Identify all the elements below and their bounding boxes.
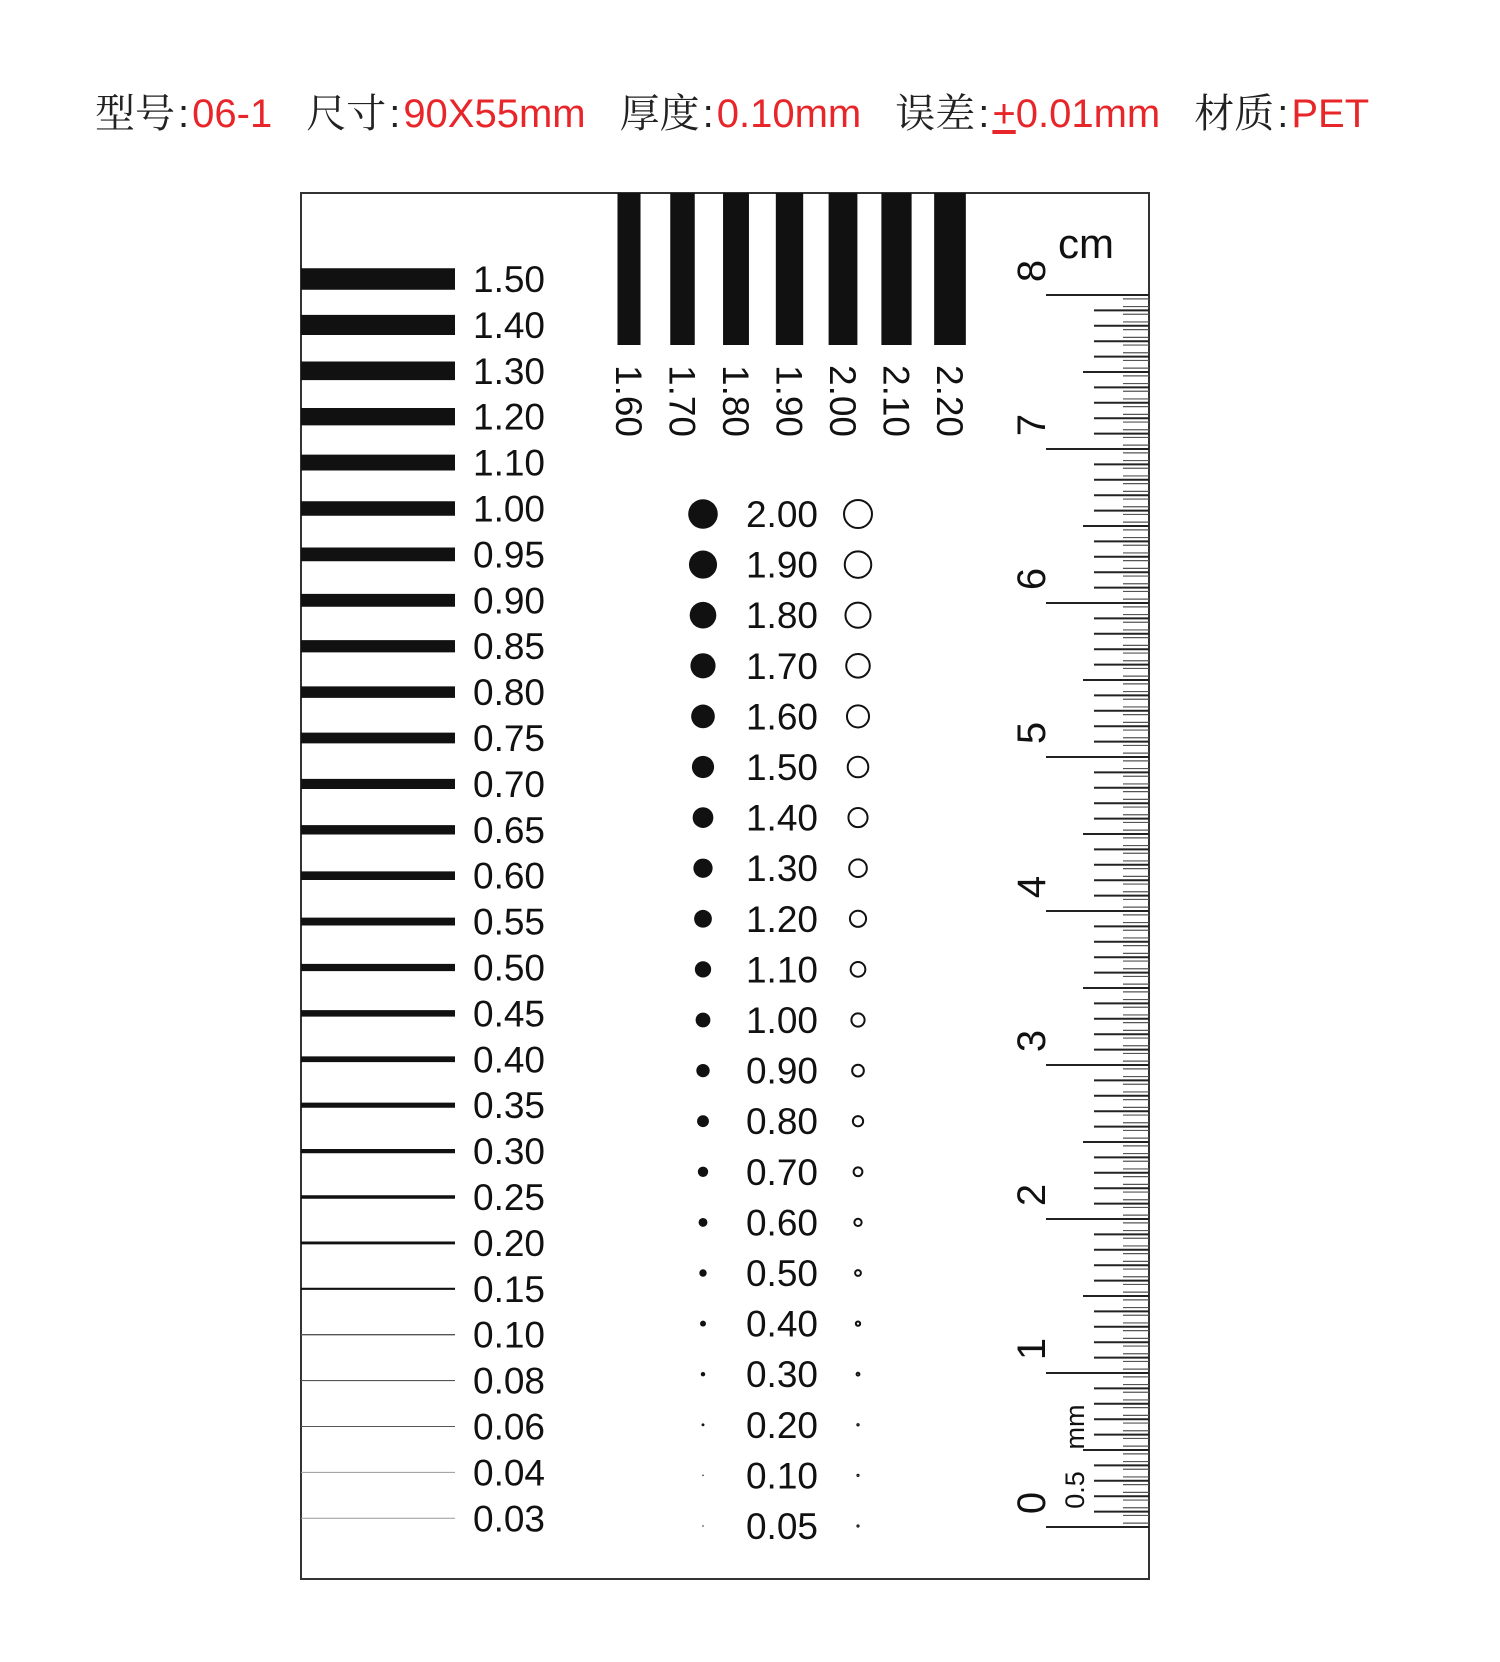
filled-dot bbox=[690, 653, 715, 678]
line-width-label: 0.90 bbox=[473, 580, 546, 622]
vertical-bar bbox=[934, 193, 966, 345]
spec-value: PET bbox=[1291, 92, 1370, 136]
filled-dot bbox=[696, 1064, 709, 1077]
line-width-label: 1.00 bbox=[473, 488, 546, 530]
spec-colon: : bbox=[1277, 92, 1289, 136]
vertical-bar bbox=[776, 193, 803, 345]
spec-label: 尺寸 bbox=[306, 91, 387, 137]
vertical-bar bbox=[881, 193, 911, 345]
dot-label: 1.90 bbox=[745, 544, 819, 586]
line-width-label: 0.30 bbox=[473, 1131, 546, 1173]
filled-dot bbox=[693, 859, 712, 878]
filled-dot bbox=[699, 1269, 706, 1276]
filled-dot bbox=[701, 1372, 705, 1376]
dot-label: 1.80 bbox=[745, 595, 819, 637]
vertical-bar-label: 1.70 bbox=[661, 364, 703, 438]
line-width-label: 1.40 bbox=[473, 304, 546, 346]
vertical-bar-label: 1.60 bbox=[608, 364, 649, 438]
filled-dot bbox=[697, 1115, 709, 1127]
dot-label: 1.10 bbox=[745, 949, 819, 991]
vertical-bar-label: 2.10 bbox=[875, 364, 917, 438]
filled-dot bbox=[688, 499, 718, 529]
dot-label: 0.90 bbox=[745, 1050, 819, 1092]
line-width-label: 0.40 bbox=[473, 1039, 546, 1081]
line-width-label: 0.08 bbox=[473, 1360, 546, 1402]
filled-dot bbox=[694, 910, 712, 928]
line-width-label: 0.75 bbox=[473, 718, 546, 759]
spec-label: 材质 bbox=[1194, 91, 1275, 137]
line-width-label: 0.95 bbox=[473, 534, 546, 576]
filled-dot bbox=[693, 807, 714, 828]
filled-dot bbox=[689, 551, 717, 579]
filled-dot bbox=[695, 961, 711, 977]
ruler-unit-label: cm bbox=[1058, 220, 1114, 267]
spec-colon: : bbox=[978, 92, 990, 136]
dot-label: 0.60 bbox=[745, 1202, 819, 1244]
dot-label: 1.20 bbox=[745, 898, 819, 940]
line-width-label: 0.85 bbox=[473, 626, 546, 668]
line-width-label: 0.80 bbox=[473, 672, 546, 714]
ruler-cm-label: 4 bbox=[1010, 875, 1054, 899]
ruler-subunit-label: mm bbox=[1060, 1404, 1090, 1450]
dot-label: 0.10 bbox=[745, 1455, 819, 1497]
dot-label: 0.05 bbox=[745, 1506, 819, 1547]
vertical-bar-label: 1.90 bbox=[768, 364, 810, 438]
line-width-label: 1.20 bbox=[473, 396, 546, 438]
line-width-label: 0.55 bbox=[473, 901, 546, 943]
dot-label: 1.40 bbox=[745, 797, 819, 839]
ruler-cm-label: 8 bbox=[1010, 259, 1054, 283]
line-width-label: 0.06 bbox=[473, 1406, 546, 1448]
dot-label: 0.30 bbox=[745, 1354, 819, 1396]
ruler-cm-label: 0 bbox=[1010, 1491, 1054, 1515]
line-width-label: 0.20 bbox=[473, 1222, 546, 1264]
dot-label: 1.70 bbox=[745, 645, 819, 687]
vertical-bar bbox=[617, 193, 640, 345]
filled-dot bbox=[700, 1321, 706, 1327]
filled-dot bbox=[702, 1423, 705, 1426]
spec-colon: : bbox=[389, 92, 401, 136]
line-width-label: 0.15 bbox=[473, 1268, 546, 1310]
spec-label: 厚度 bbox=[619, 91, 700, 137]
spec-value: 90X55mm bbox=[403, 92, 586, 136]
line-width-label: 0.35 bbox=[473, 1085, 546, 1127]
spec-label: 型号 bbox=[95, 91, 175, 137]
dot-label: 1.50 bbox=[745, 747, 819, 788]
line-width-label: 0.60 bbox=[473, 855, 546, 897]
spec-value: 0.10mm bbox=[716, 92, 862, 136]
vertical-bar-label: 2.20 bbox=[929, 364, 970, 438]
hollow-dot bbox=[857, 1475, 858, 1476]
line-width-label: 1.30 bbox=[473, 350, 546, 392]
spec-colon: : bbox=[702, 92, 714, 136]
ruler-cm-label: 5 bbox=[1010, 721, 1054, 745]
dot-label: 0.70 bbox=[745, 1151, 819, 1193]
dot-label: 1.30 bbox=[745, 848, 819, 890]
line-width-label: 0.25 bbox=[473, 1177, 546, 1218]
ruler-cm-label: 1 bbox=[1010, 1337, 1054, 1361]
hollow-dot bbox=[857, 1424, 858, 1425]
line-width-label: 0.10 bbox=[473, 1314, 546, 1356]
dot-label: 0.50 bbox=[745, 1253, 819, 1294]
spec-colon: : bbox=[178, 92, 190, 136]
ruler-cm-label: 6 bbox=[1010, 567, 1054, 591]
vertical-bar-label: 2.00 bbox=[822, 364, 863, 438]
filled-dot bbox=[691, 705, 715, 729]
ruler-cm-label: 2 bbox=[1010, 1183, 1054, 1207]
filled-dot bbox=[692, 756, 714, 778]
vertical-bar-label: 1.80 bbox=[715, 364, 756, 438]
dot-label: 1.00 bbox=[745, 1000, 819, 1041]
filled-dot bbox=[698, 1167, 708, 1177]
filled-dot bbox=[702, 1475, 703, 1476]
dot-label: 0.80 bbox=[745, 1101, 819, 1143]
filled-dot bbox=[702, 1525, 703, 1526]
vertical-bar bbox=[723, 193, 749, 345]
line-width-label: 0.03 bbox=[473, 1498, 546, 1540]
dot-label: 2.00 bbox=[745, 494, 819, 535]
spec-label: 误差 bbox=[895, 91, 976, 137]
vertical-bar bbox=[829, 193, 858, 345]
filled-dot bbox=[696, 1013, 711, 1028]
line-width-label: 0.65 bbox=[473, 809, 546, 851]
ruler-half-mark-label: 0.5 bbox=[1060, 1471, 1090, 1509]
vertical-bar bbox=[670, 193, 694, 345]
spec-value: +0.01mm bbox=[992, 92, 1161, 136]
dot-label: 0.40 bbox=[745, 1303, 819, 1345]
filled-dot bbox=[699, 1218, 708, 1227]
hollow-dot bbox=[857, 1525, 858, 1526]
tolerance-sign: + bbox=[992, 92, 1016, 136]
line-width-label: 0.50 bbox=[473, 947, 546, 989]
line-width-label: 1.10 bbox=[473, 442, 546, 484]
ruler-cm-label: 7 bbox=[1010, 413, 1054, 437]
spec-value: 06-1 bbox=[192, 92, 273, 136]
line-width-label: 0.04 bbox=[473, 1452, 546, 1494]
dot-label: 1.60 bbox=[745, 696, 819, 738]
line-width-label: 0.70 bbox=[473, 763, 546, 805]
ruler-cm-label: 3 bbox=[1010, 1029, 1054, 1053]
filled-dot bbox=[690, 602, 717, 629]
line-width-label: 0.45 bbox=[473, 993, 546, 1035]
dot-label: 0.20 bbox=[745, 1404, 819, 1446]
line-width-label: 1.50 bbox=[473, 259, 546, 300]
